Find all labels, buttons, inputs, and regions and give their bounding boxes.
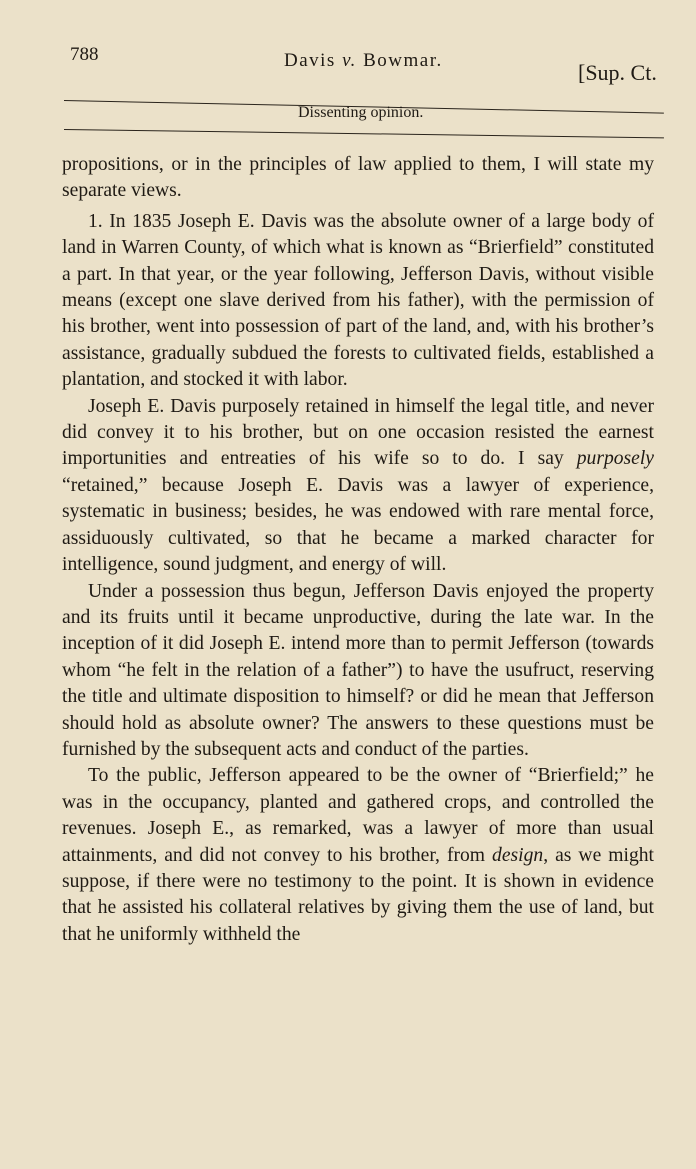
paragraph-legal-title (62, 394, 654, 579)
paragraph-public-appearance-before: To the public, Jefferson appeared to be the owner of “Brierfield;” he was in the occupancy, planted and gathered crops, and controlled the revenues. Joseph E., as remarked, was a lawyer of more than usual attainments, and did not convey to his brother, from (62, 765, 654, 866)
running-title (284, 50, 443, 72)
paragraph-public-appearance (62, 763, 654, 948)
paragraph-legal-title-after: “retained,” because Joseph E. Davis was a lawyer of experience, systematic in business; besides, he was endowed with rare mental force, assiduously cultivated, so that he became a marked character for intelligence, sound judgment, and energy of will. (62, 474, 654, 576)
page-number: 788 (70, 44, 99, 65)
paragraph-continuation: propositions, or in the principles of law applied to them, I will state my separate views. (62, 154, 654, 202)
header-rule-bottom (64, 129, 664, 138)
paragraph-1835-ownership: 1. In 1835 Joseph E. Davis was the absolute owner of a large body of land in Warren County, of which what is known as “Brierfield” constituted a part. In that year, or the year following, Jefferson Davis, without visible means (except one slave derived from his father), with the permission of his brother, went into possession of part of the land, and, with his brother’s assistance, gradually subdued the forests to cultivated fields, established a plantation, and stocked it with labor. (62, 210, 654, 391)
running-title-right: Bowmar. (356, 50, 443, 71)
section-subheading: Dissenting opinion. (298, 104, 424, 121)
emphasis-design: design (492, 844, 544, 866)
paragraph-possession: Under a possession thus begun, Jefferson Davis enjoyed the property and its fruits until it became unproductive, during the late war. In the inception of it did Joseph E. intend more than to permit Jefferson (towards whom “he felt in the relation of a father”) to have the usufruct, reserving the title and ultimate disposition to himself? or did he mean that Jefferson should hold as absolute owner? The answers to these questions must be furnished by the subsequent acts and conduct of the parties. (62, 580, 654, 760)
page-header (0, 0, 696, 140)
paragraph-public-appearance-after: , as we might suppose, if there were no testimony to the point. It is shown in evidence that he assisted his collateral relatives by giving them the use of land, but that he uniformly withheld the (62, 844, 654, 945)
body-text (62, 152, 654, 948)
running-title-left: Davis (284, 50, 343, 71)
running-title-versus: v. (342, 50, 357, 71)
court-label: [Sup. Ct. (578, 60, 657, 85)
emphasis-purposely: purposely (576, 448, 654, 470)
paragraph-legal-title-before: Joseph E. Davis purposely retained in himself the legal title, and never did convey it to his brother, but on one occasion resisted the earnest importunities and entreaties of his wife so to do. I say (62, 395, 654, 470)
